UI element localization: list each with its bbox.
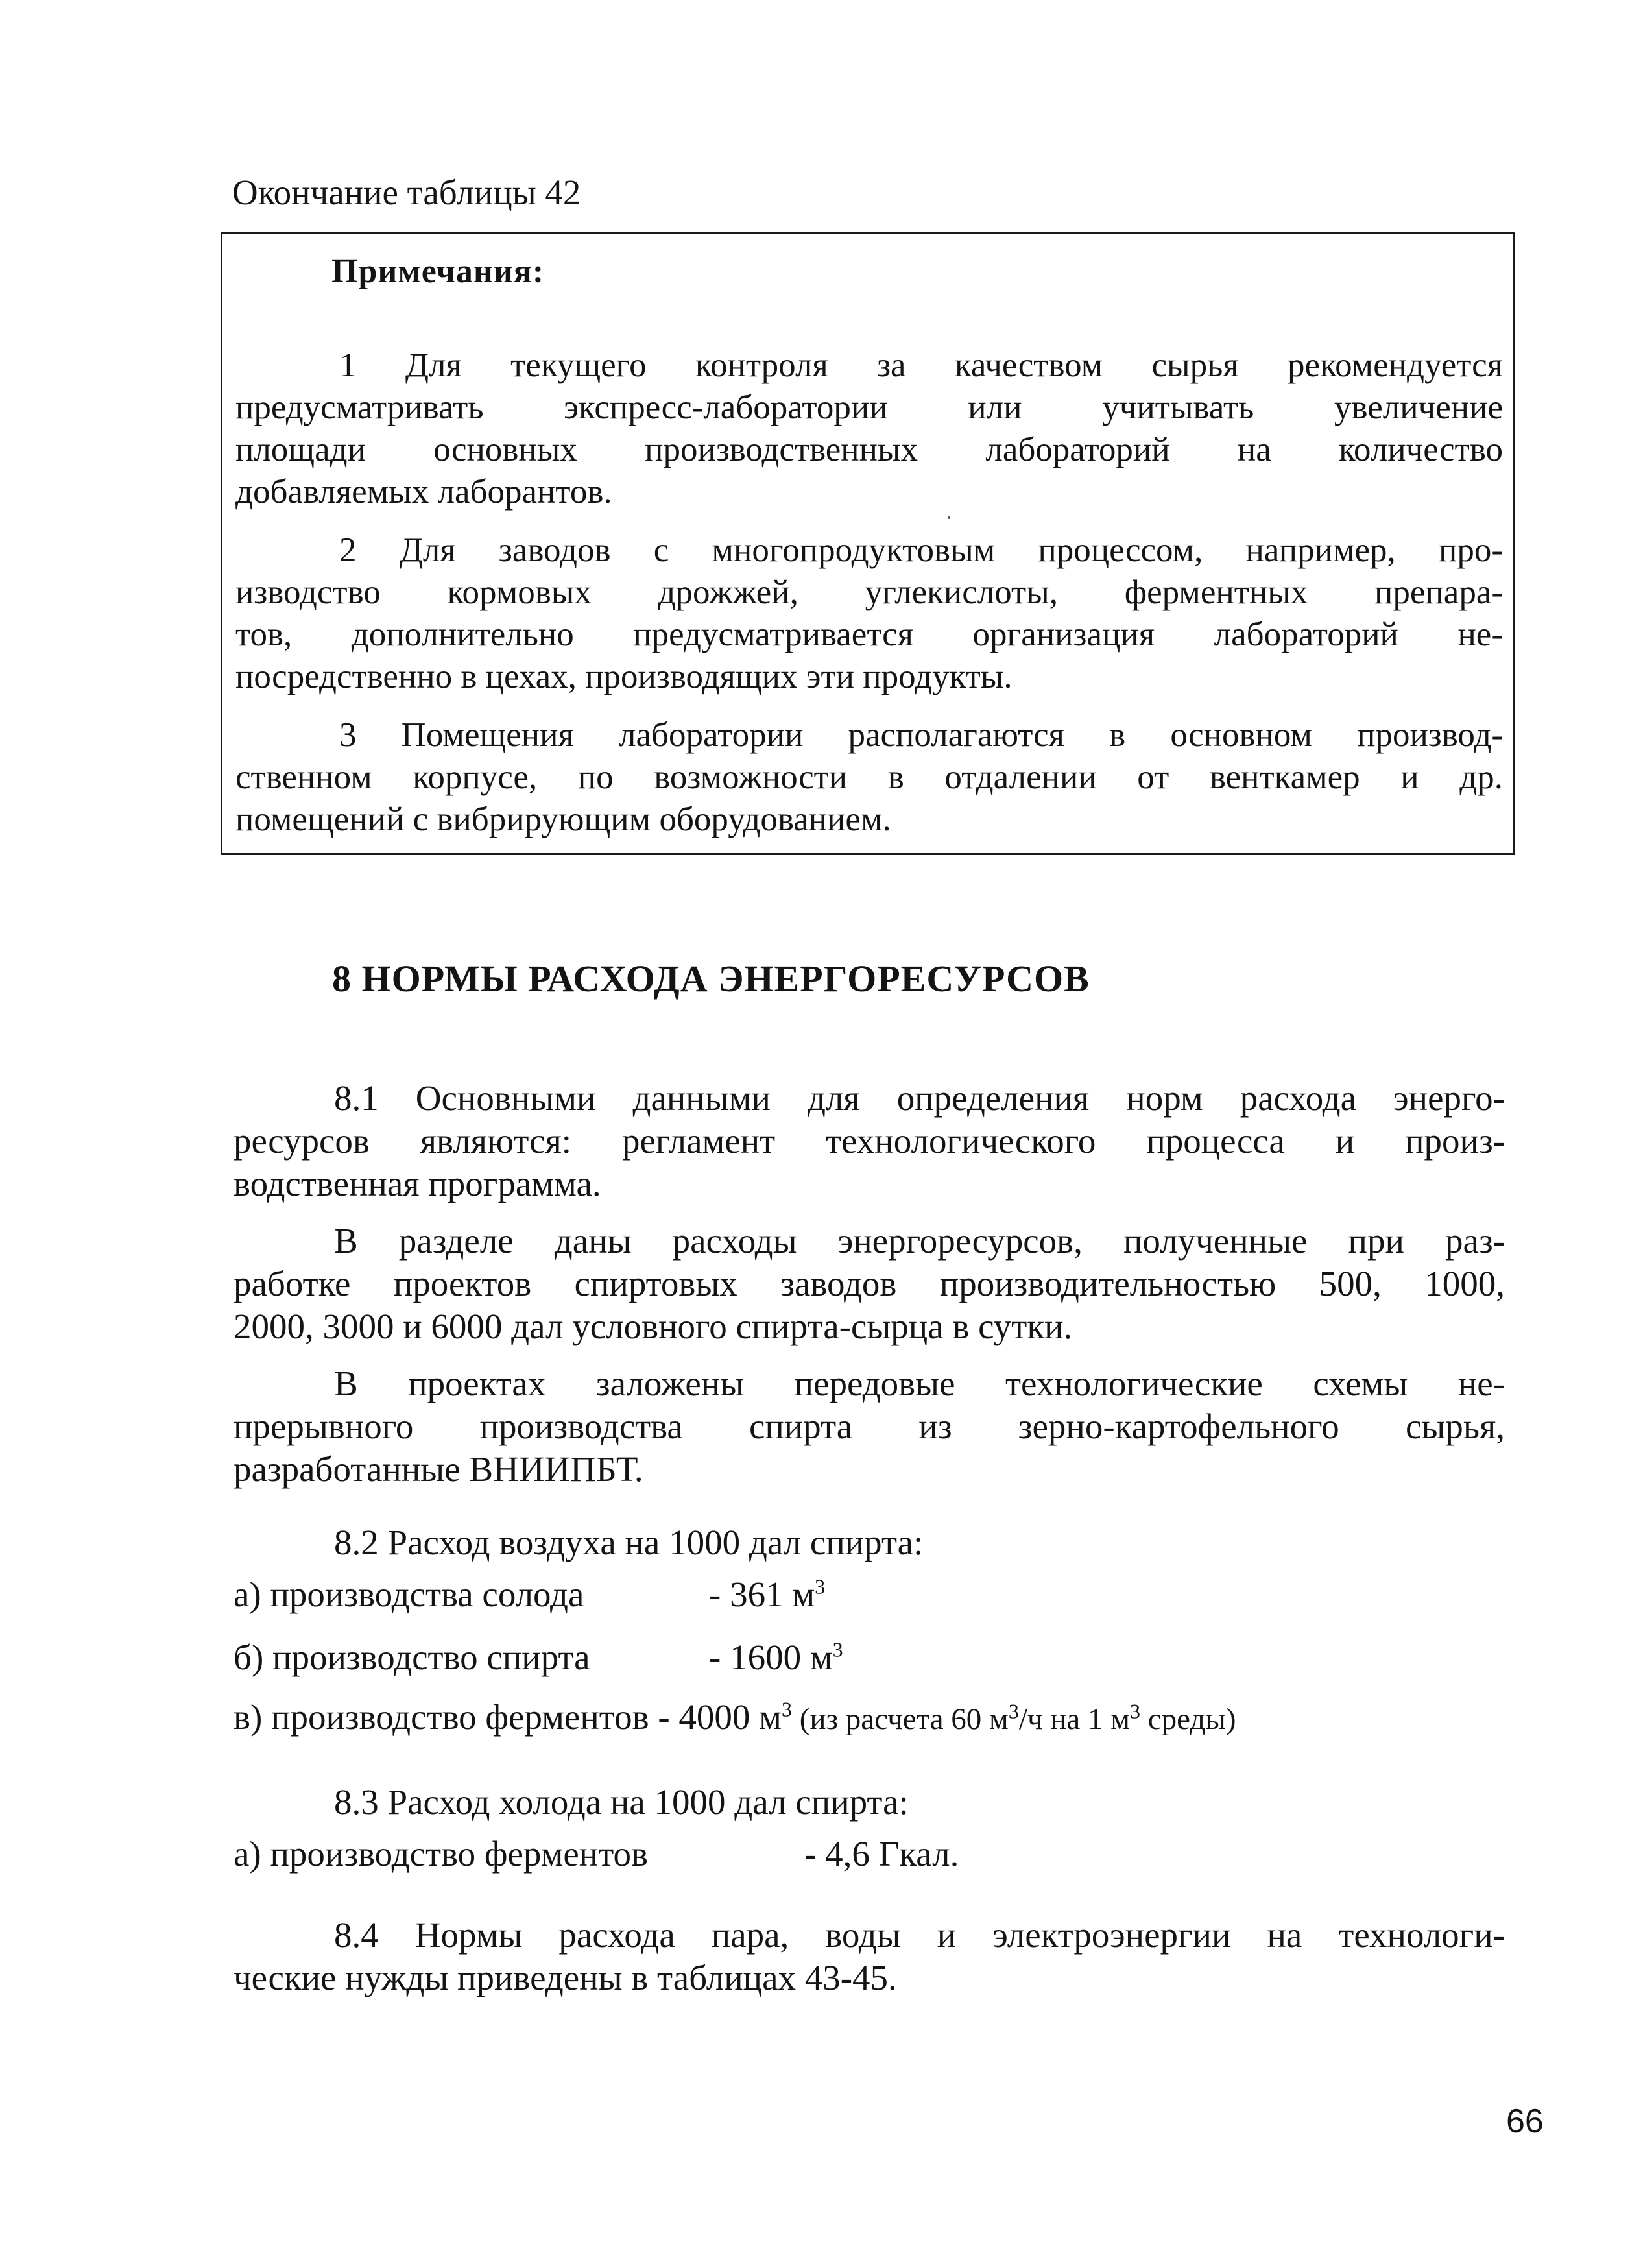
page-number: 66 [1506, 2103, 1544, 2140]
text-line: 8.1 Основными данными для определения норм расхода энерго- [334, 1078, 1505, 1118]
notes-title: Примечания: [331, 253, 545, 290]
item-note-part: (из расчета 60 м [791, 1702, 1009, 1736]
cold-item-a [234, 1833, 959, 1876]
air-item-a [234, 1573, 825, 1616]
text-line: прерывного производства спирта из зерно-картофельного сырья, [234, 1406, 1505, 1446]
text-line: 8.2 Расход воздуха на 1000 дал спирта: [334, 1523, 924, 1562]
air-item-b [234, 1636, 843, 1679]
note-line: помещений с вибрирующим оборудованием. [235, 801, 891, 838]
note-3 [235, 714, 1503, 841]
note-line: добавляемых лаборантов. [235, 473, 612, 511]
item-value: - 4,6 Гкал. [804, 1834, 959, 1874]
item-label: б) производство спирта [234, 1637, 590, 1677]
text-line: разработанные ВНИИПБТ. [234, 1449, 643, 1489]
text-line: 2000, 3000 и 6000 дал условного спирта-сырца в сутки. [234, 1307, 1073, 1346]
superscript: 3 [781, 1697, 792, 1721]
item-label: а) производства солода [234, 1574, 584, 1614]
text-line: работке проектов спиртовых заводов производительностью 500, 1000, [234, 1264, 1505, 1303]
item-value: - 361 м [709, 1574, 815, 1614]
section-title: 8 НОРМЫ РАСХОДА ЭНЕРГОРЕСУРСОВ [332, 958, 1090, 1000]
paragraph-8-4 [234, 1914, 1505, 1999]
item-value: - 4000 м [649, 1697, 782, 1737]
item-note-part: среды) [1140, 1702, 1236, 1736]
note-line: ственном корпусе, по возможности в отдалении от венткамер и др. [235, 758, 1503, 796]
paragraph-8-1 [234, 1077, 1505, 1205]
item-value: - 1600 м [709, 1637, 833, 1677]
text-line: 8.4 Нормы расхода пара, воды и электроэнергии на технологи- [334, 1915, 1505, 1955]
text-line: В разделе даны расходы энергоресурсов, полученные при раз- [334, 1221, 1505, 1261]
note-line: изводство кормовых дрожжей, углекислоты, ферментных препара- [235, 573, 1503, 611]
paragraph-8-3 [234, 1781, 1505, 1824]
note-line: посредственно в цехах, производящих эти продукты. [235, 658, 1013, 695]
air-item-c [234, 1696, 1236, 1741]
paragraph-energy-data [234, 1220, 1505, 1348]
text-line: В проектах заложены передовые технологические схемы не- [334, 1364, 1505, 1403]
note-line: 3 Помещения лаборатории располагаются в основном производ- [339, 716, 1503, 754]
notes-box [221, 232, 1515, 855]
note-line: предусматривать экспресс-лаборатории или учитывать увеличение [235, 389, 1503, 426]
paragraph-projects [234, 1362, 1505, 1491]
table-caption: Окончание таблицы 42 [232, 173, 581, 212]
note-2 [235, 529, 1503, 698]
note-line: 2 Для заводов с многопродуктовым процессом, например, про- [339, 531, 1503, 569]
note-line: площади основных производственных лабораторий на количество [235, 431, 1503, 468]
item-note-part: /ч на 1 м [1018, 1702, 1131, 1736]
note-line: 1 Для текущего контроля за качеством сырья рекомендуется [339, 346, 1503, 384]
text-line: 8.3 Расход холода на 1000 дал спирта: [334, 1782, 909, 1822]
paragraph-8-2 [234, 1521, 1505, 1564]
note-line: тов, дополнительно предусматривается организация лабораторий не- [235, 616, 1503, 653]
item-label: в) производство ферментов [234, 1697, 649, 1737]
text-line: водственная программа. [234, 1164, 601, 1203]
note-1 [235, 344, 1503, 513]
superscript: 3 [1130, 1699, 1141, 1723]
superscript: 3 [832, 1637, 843, 1661]
text-line: ресурсов являются: регламент технологического процесса и произ- [234, 1121, 1505, 1161]
superscript: 3 [815, 1574, 826, 1598]
superscript: 3 [1008, 1699, 1019, 1723]
speck [948, 516, 950, 519]
text-line: ческие нужды приведены в таблицах 43-45. [234, 1958, 897, 1997]
item-label: а) производство ферментов [234, 1834, 648, 1874]
item-note [791, 1699, 1236, 1736]
